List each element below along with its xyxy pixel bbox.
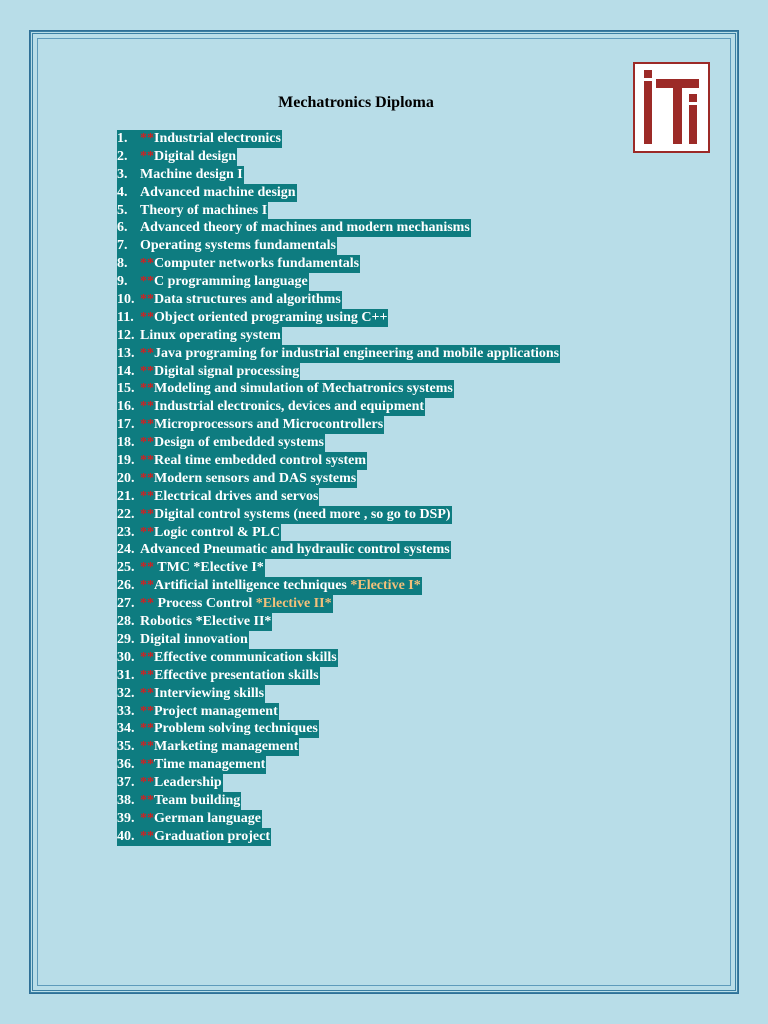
course-name: Real time embedded control system <box>154 453 367 469</box>
course-name: Leadership <box>154 775 222 791</box>
course-item <box>117 237 560 255</box>
course-name: Advanced machine design <box>140 184 296 200</box>
course-name: Object oriented programing using C++ <box>154 309 388 325</box>
course-highlight <box>117 738 299 756</box>
course-highlight <box>117 631 249 649</box>
course-item <box>117 184 560 202</box>
course-highlight <box>117 434 325 452</box>
course-item <box>117 345 560 363</box>
course-number: 39. <box>117 810 135 826</box>
course-highlight <box>117 524 281 542</box>
course-name: Modeling and simulation of Mechatronics systems <box>154 381 453 397</box>
course-number: 32. <box>117 685 135 701</box>
course-number: 2. <box>117 148 128 164</box>
course-item <box>117 416 560 434</box>
course-item <box>117 148 560 166</box>
priority-marker: ** <box>140 453 154 469</box>
course-name: Time management <box>154 757 266 773</box>
priority-marker: ** <box>140 649 154 665</box>
course-highlight <box>117 148 237 166</box>
course-item <box>117 577 560 595</box>
course-number: 36. <box>117 757 135 773</box>
course-item <box>117 828 560 846</box>
course-highlight <box>117 363 300 381</box>
priority-marker: ** <box>140 381 154 397</box>
course-number: 12. <box>117 327 135 343</box>
course-item <box>117 613 560 631</box>
course-name: Operating systems fundamentals <box>140 238 337 254</box>
course-highlight <box>117 166 244 184</box>
course-item <box>117 738 560 756</box>
course-highlight <box>117 237 337 255</box>
course-highlight <box>117 577 422 595</box>
course-number: 3. <box>117 166 128 182</box>
course-number: 15. <box>117 381 135 397</box>
course-name: Effective presentation skills <box>154 667 319 683</box>
course-number: 21. <box>117 488 135 504</box>
course-item <box>117 685 560 703</box>
course-highlight <box>117 756 266 774</box>
course-highlight <box>117 649 338 667</box>
course-item <box>117 380 560 398</box>
course-name: Logic control & PLC <box>154 524 281 540</box>
course-highlight <box>117 613 272 631</box>
course-item <box>117 488 560 506</box>
course-item <box>117 291 560 309</box>
course-name: Advanced Pneumatic and hydraulic control systems <box>140 542 450 558</box>
course-highlight <box>117 309 388 327</box>
course-name: Computer networks fundamentals <box>154 256 360 272</box>
course-number: 18. <box>117 435 135 451</box>
course-number: 24. <box>117 542 135 558</box>
priority-marker: ** <box>140 506 154 522</box>
course-item <box>117 309 560 327</box>
course-number: 33. <box>117 703 135 719</box>
course-item <box>117 130 560 148</box>
priority-marker: ** <box>140 435 154 451</box>
course-item <box>117 452 560 470</box>
course-highlight <box>117 470 357 488</box>
course-name: Digital innovation <box>140 631 248 647</box>
course-number: 30. <box>117 649 135 665</box>
priority-marker: ** <box>140 721 154 737</box>
priority-marker: ** <box>140 256 154 272</box>
course-highlight <box>117 184 297 202</box>
course-highlight <box>117 506 452 524</box>
course-item <box>117 273 560 291</box>
course-item <box>117 810 560 828</box>
priority-marker: ** <box>140 524 154 540</box>
course-name: Marketing management <box>154 739 299 755</box>
priority-marker: ** <box>140 131 154 146</box>
course-item <box>117 363 560 381</box>
course-number: 14. <box>117 363 135 379</box>
course-highlight <box>117 774 223 792</box>
course-name: Interviewing skills <box>154 685 265 701</box>
course-name: Java programing for industrial engineering and mobile applications <box>154 345 560 361</box>
course-item <box>117 631 560 649</box>
course-name: Digital design <box>154 148 237 164</box>
course-name: C programming language <box>154 274 308 290</box>
course-item <box>117 524 560 542</box>
course-highlight <box>117 452 367 470</box>
priority-marker: ** <box>140 810 154 826</box>
course-name: Theory of machines I <box>140 202 268 218</box>
course-number: 13. <box>117 345 135 361</box>
elective-tag: *Elective I* <box>350 578 421 594</box>
priority-marker: ** <box>140 685 154 701</box>
course-name: Graduation project <box>154 828 271 844</box>
course-highlight <box>117 345 560 363</box>
course-item <box>117 649 560 667</box>
priority-marker: ** <box>140 488 154 504</box>
elective-tag: *Elective II* <box>255 596 332 612</box>
course-name: Process Control <box>154 596 256 612</box>
course-number: 26. <box>117 578 135 594</box>
course-list <box>117 130 560 846</box>
course-name: Linux operating system <box>140 327 281 343</box>
course-name: Advanced theory of machines and modern mechanisms <box>140 220 470 236</box>
course-name: Project management <box>154 703 278 719</box>
course-name: Industrial electronics, devices and equipment <box>154 399 425 415</box>
course-item <box>117 792 560 810</box>
course-name: Digital control systems (need more , so go to DSP) <box>154 506 451 522</box>
course-highlight <box>117 595 333 613</box>
course-highlight <box>117 202 268 220</box>
course-item <box>117 559 560 577</box>
course-highlight <box>117 219 471 237</box>
priority-marker: ** <box>140 345 154 361</box>
course-name: Effective communication skills <box>154 649 337 665</box>
priority-marker: ** <box>140 148 154 164</box>
priority-marker: ** <box>140 775 154 791</box>
priority-marker: ** <box>140 667 154 683</box>
priority-marker: ** <box>140 828 154 844</box>
course-number: 27. <box>117 596 135 612</box>
document-title: Mechatronics Diploma <box>278 94 434 111</box>
course-highlight <box>117 327 282 345</box>
course-highlight <box>117 255 360 273</box>
course-highlight <box>117 488 319 506</box>
course-number: 25. <box>117 560 135 576</box>
course-name: Digital signal processing <box>154 363 300 379</box>
course-number: 10. <box>117 292 135 308</box>
course-highlight <box>117 416 384 434</box>
priority-marker: ** <box>140 757 154 773</box>
course-name: Team building <box>154 792 241 808</box>
course-number: 8. <box>117 256 128 272</box>
course-number: 31. <box>117 667 135 683</box>
course-highlight <box>117 792 241 810</box>
course-highlight <box>117 380 454 398</box>
course-name: Modern sensors and DAS systems <box>154 470 357 486</box>
course-number: 20. <box>117 470 135 486</box>
course-highlight <box>117 559 265 577</box>
course-item <box>117 398 560 416</box>
course-highlight <box>117 667 320 685</box>
course-name: Design of embedded systems <box>154 435 324 451</box>
course-item <box>117 595 560 613</box>
course-name: German language <box>154 810 261 826</box>
course-name: Artificial intelligence techniques <box>154 578 351 594</box>
course-number: 4. <box>117 184 128 200</box>
priority-marker: ** <box>140 363 154 379</box>
priority-marker: ** <box>140 274 154 290</box>
course-item <box>117 470 560 488</box>
course-number: 35. <box>117 739 135 755</box>
course-item <box>117 219 560 237</box>
course-highlight <box>117 720 319 738</box>
priority-marker: ** <box>140 399 154 415</box>
course-number: 40. <box>117 828 135 844</box>
course-item <box>117 506 560 524</box>
priority-marker: ** <box>140 292 154 308</box>
priority-marker: ** <box>140 309 154 325</box>
course-highlight <box>117 703 279 721</box>
course-item <box>117 756 560 774</box>
priority-marker: ** <box>140 417 154 433</box>
priority-marker: ** <box>140 560 154 576</box>
course-highlight <box>117 398 425 416</box>
course-number: 6. <box>117 220 128 236</box>
priority-marker: ** <box>140 470 154 486</box>
priority-marker: ** <box>140 792 154 808</box>
course-name: Machine design I <box>140 166 243 182</box>
course-item <box>117 327 560 345</box>
course-highlight <box>117 685 265 703</box>
course-name: Problem solving techniques <box>154 721 318 737</box>
course-highlight <box>117 810 262 828</box>
course-name: Microprocessors and Microcontrollers <box>154 417 384 433</box>
course-name: Robotics *Elective II* <box>140 614 272 630</box>
course-number: 22. <box>117 506 135 522</box>
priority-marker: ** <box>140 596 154 612</box>
course-number: 7. <box>117 238 128 254</box>
course-name: TMC *Elective I* <box>154 560 264 576</box>
course-item <box>117 774 560 792</box>
course-number: 34. <box>117 721 135 737</box>
priority-marker: ** <box>140 703 154 719</box>
course-highlight <box>117 273 309 291</box>
course-item <box>117 541 560 559</box>
course-name: Data structures and algorithms <box>154 292 341 308</box>
course-number: 16. <box>117 399 135 415</box>
course-highlight <box>117 541 451 559</box>
course-number: 9. <box>117 274 128 290</box>
course-item <box>117 720 560 738</box>
course-number: 1. <box>117 131 128 146</box>
course-number: 23. <box>117 524 135 540</box>
course-number: 37. <box>117 775 135 791</box>
course-item <box>117 667 560 685</box>
course-item <box>117 703 560 721</box>
course-highlight <box>117 291 342 309</box>
priority-marker: ** <box>140 578 154 594</box>
course-item <box>117 166 560 184</box>
course-highlight <box>117 130 282 148</box>
course-number: 19. <box>117 453 135 469</box>
priority-marker: ** <box>140 739 154 755</box>
course-number: 17. <box>117 417 135 433</box>
course-name: Industrial electronics <box>154 131 281 146</box>
course-name: Electrical drives and servos <box>154 488 319 504</box>
course-number: 11. <box>117 309 134 325</box>
course-highlight <box>117 828 271 846</box>
course-number: 5. <box>117 202 128 218</box>
course-item <box>117 202 560 220</box>
course-item <box>117 434 560 452</box>
course-number: 28. <box>117 614 135 630</box>
course-number: 38. <box>117 792 135 808</box>
course-number: 29. <box>117 631 135 647</box>
course-item <box>117 255 560 273</box>
